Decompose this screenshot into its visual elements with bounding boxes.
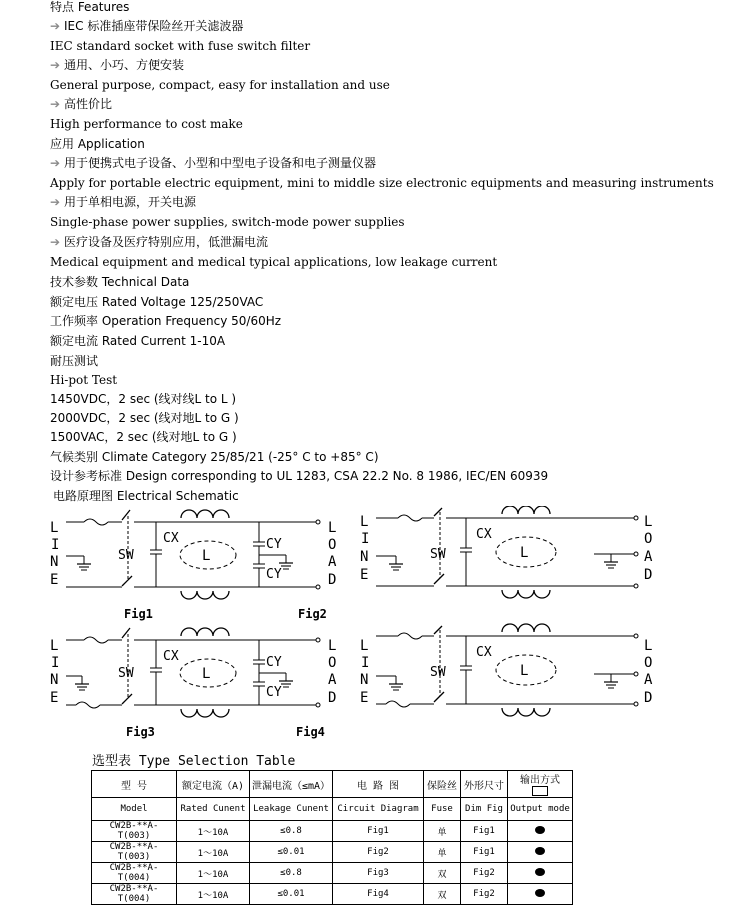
arrow-icon: ➔ xyxy=(50,235,61,249)
table-row xyxy=(92,863,573,884)
line-letter: E xyxy=(50,690,59,706)
table-cell: Fig2 xyxy=(461,863,508,884)
table-cell: ≤0.01 xyxy=(250,842,333,863)
sw-label: SW xyxy=(118,666,134,681)
arrow-icon: ➔ xyxy=(50,195,61,209)
cx-label: CX xyxy=(163,649,179,664)
fig2-schematic xyxy=(360,506,653,598)
table-cell: 单 xyxy=(424,842,461,863)
load-letter: L xyxy=(644,514,653,530)
line-letter: L xyxy=(50,638,59,654)
load-letter: D xyxy=(644,690,653,706)
sw-label: SW xyxy=(430,547,446,562)
header-cell: Rated Cunent xyxy=(177,798,250,821)
sw-label: SW xyxy=(118,548,134,563)
table-cell xyxy=(508,863,573,884)
application-heading: 应用 Application xyxy=(50,137,145,151)
inductor-label: L xyxy=(520,663,529,679)
application-1-cn xyxy=(50,156,376,171)
table-cell: Fig3 xyxy=(333,863,424,884)
table-cell: Fig4 xyxy=(333,884,424,905)
load-letter: L xyxy=(644,638,653,654)
table-cell: Fig2 xyxy=(333,842,424,863)
line-letter: E xyxy=(50,572,59,588)
sw-label: SW xyxy=(430,665,446,680)
inductor-label: L xyxy=(202,666,211,682)
table-cell: Fig1 xyxy=(461,821,508,842)
cy-label: CY xyxy=(266,567,282,582)
line-letter: I xyxy=(361,531,370,547)
load-letter: O xyxy=(328,655,337,671)
load-letter: O xyxy=(328,537,337,553)
load-letter: A xyxy=(644,672,653,688)
inductor-label: L xyxy=(520,545,529,561)
cx-label: CX xyxy=(163,531,179,546)
feature-3-en: High performance to cost make xyxy=(50,117,243,131)
cx-label: CX xyxy=(476,527,492,542)
line-letter: N xyxy=(50,554,59,570)
feature-1-cn xyxy=(50,19,243,34)
load-letter: O xyxy=(644,655,653,671)
table-cell xyxy=(508,821,573,842)
hipot-3: 1500VAC，2 sec (线对地L to G ) xyxy=(50,430,237,444)
table-cell: Fig2 xyxy=(461,884,508,905)
cx-label: CX xyxy=(476,645,492,660)
load-letter: O xyxy=(644,531,653,547)
table-cell: 双 xyxy=(424,863,461,884)
table-cell: 1～10A xyxy=(177,821,250,842)
schematic-heading: 电路原理图 Electrical Schematic xyxy=(53,489,239,503)
line-letter: L xyxy=(360,514,369,530)
table-cell: 双 xyxy=(424,884,461,905)
table-cell: 1～10A xyxy=(177,863,250,884)
header-cell: Model xyxy=(92,798,177,821)
load-letter: D xyxy=(644,567,653,583)
application-3-cn-text: 医疗设备及医疗特别应用，低泄漏电流 xyxy=(64,235,269,249)
table-title: 选型表 Type Selection Table xyxy=(92,754,296,769)
table-row xyxy=(92,884,573,905)
feature-3-cn xyxy=(50,97,112,112)
feature-2-cn xyxy=(50,58,184,73)
table-cell: CW2B-**A-T(003) xyxy=(92,821,177,842)
application-3-cn xyxy=(50,235,268,250)
arrow-icon: ➔ xyxy=(50,19,61,33)
line-letter: I xyxy=(51,537,60,553)
table-cell: 1～10A xyxy=(177,884,250,905)
table-cell xyxy=(508,842,573,863)
table-cell: CW2B-**A-T(003) xyxy=(92,842,177,863)
arrow-icon: ➔ xyxy=(50,97,61,111)
application-1-cn-text: 用于便携式电子设备、小型和中型电子设备和电子测量仪器 xyxy=(64,156,377,170)
line-letter: I xyxy=(51,655,60,671)
feature-1-cn-text: IEC 标准插座带保险丝开关滤波器 xyxy=(64,19,244,33)
hipot-1: 1450VDC，2 sec (线对线L to L ) xyxy=(50,392,237,406)
header-cell xyxy=(508,771,573,798)
table-cell: Fig1 xyxy=(461,842,508,863)
header-cell: 外形尺寸 xyxy=(461,771,508,798)
header-cell: Fuse xyxy=(424,798,461,821)
fig3-schematic xyxy=(50,628,337,717)
line-letter: E xyxy=(360,567,369,583)
header-cell: Circuit Diagram xyxy=(333,798,424,821)
header-cell: Leakage Cunent xyxy=(250,798,333,821)
output-mode-dot-icon xyxy=(535,889,545,897)
climate-category: 气候类别 Climate Category 25/85/21 (-25° C to +85° C) xyxy=(50,450,379,464)
output-mode-dot-icon xyxy=(535,868,545,876)
header-cell: 电 路 图 xyxy=(333,771,424,798)
electrical-schematic xyxy=(46,506,666,746)
header-cell: Output mode xyxy=(508,798,573,821)
feature-2-cn-text: 通用、小巧、方便安装 xyxy=(64,58,185,72)
inductor-label: L xyxy=(202,548,211,564)
header-cell: 泄漏电流（≤mA） xyxy=(250,771,333,798)
fig4-label: Fig4 xyxy=(296,725,325,739)
load-letter: D xyxy=(328,572,337,588)
header-cell: 额定电流（A) xyxy=(177,771,250,798)
cy-label: CY xyxy=(266,685,282,700)
header-cell: 型 号 xyxy=(92,771,177,798)
table-cell: CW2B-**A-T(004) xyxy=(92,884,177,905)
rated-voltage: 额定电压 Rated Voltage 125/250VAC xyxy=(50,295,264,309)
line-letter: I xyxy=(361,655,370,671)
table-cell: CW2B-**A-T(004) xyxy=(92,863,177,884)
feature-2-en: General purpose, compact, easy for installation and use xyxy=(50,78,390,92)
table-row xyxy=(92,842,573,863)
technical-data-heading: 技术参数 Technical Data xyxy=(50,275,190,289)
load-letter: D xyxy=(328,690,337,706)
table-cell: ≤0.8 xyxy=(250,863,333,884)
header-label: 输出方式 xyxy=(520,775,560,786)
type-selection-table xyxy=(91,770,573,905)
rated-current: 额定电流 Rated Current 1-10A xyxy=(50,334,226,348)
load-letter: L xyxy=(328,638,337,654)
fig3-label: Fig3 xyxy=(126,725,155,739)
line-letter: N xyxy=(360,672,369,688)
cy-label: CY xyxy=(266,655,282,670)
feature-1-en: IEC standard socket with fuse switch filter xyxy=(50,39,311,53)
load-letter: A xyxy=(328,554,337,570)
fig2-label: Fig2 xyxy=(298,607,327,621)
application-1-en: Apply for portable electric equipment, mini to middle size electronic equipments and measuring instruments xyxy=(50,176,714,190)
table-cell: ≤0.01 xyxy=(250,884,333,905)
hipot-heading-cn: 耐压测试 xyxy=(50,354,99,368)
application-2-en: Single-phase power supplies, switch-mode power supplies xyxy=(50,215,405,229)
fig1-label: Fig1 xyxy=(124,607,153,621)
cy-label: CY xyxy=(266,537,282,552)
arrow-icon: ➔ xyxy=(50,58,61,72)
output-mode-dot-icon xyxy=(535,847,545,855)
load-letter: A xyxy=(328,672,337,688)
table-cell xyxy=(508,884,573,905)
line-letter: L xyxy=(50,520,59,536)
load-letter: A xyxy=(644,549,653,565)
operation-frequency: 工作频率 Operation Frequency 50/60Hz xyxy=(50,314,282,328)
design-standard: 设计参考标准 Design corresponding to UL 1283, CSA 22.2 No. 8 1986, IEC/EN 60939 xyxy=(50,469,549,483)
header-cell: Dim Fig xyxy=(461,798,508,821)
load-letter: L xyxy=(328,520,337,536)
hipot-2: 2000VDC，2 sec (线对地L to G ) xyxy=(50,411,239,425)
table-header-en xyxy=(92,798,573,821)
arrow-icon: ➔ xyxy=(50,156,61,170)
table-cell: 单 xyxy=(424,821,461,842)
feature-3-cn-text: 高性价比 xyxy=(64,97,113,111)
line-letter: N xyxy=(50,672,59,688)
application-2-cn xyxy=(50,195,196,210)
line-letter: L xyxy=(360,638,369,654)
features-heading: 特点 Features xyxy=(50,0,130,14)
fig1-schematic xyxy=(50,510,337,599)
application-3-en: Medical equipment and medical typical applications, low leakage current xyxy=(50,255,498,269)
table-cell: 1～10A xyxy=(177,842,250,863)
application-2-cn-text: 用于单相电源，开关电源 xyxy=(64,195,197,209)
output-connector-icon xyxy=(532,786,548,796)
table-cell: Fig1 xyxy=(333,821,424,842)
header-cell: 保险丝 xyxy=(424,771,461,798)
line-letter: N xyxy=(360,549,369,565)
fig4-schematic xyxy=(360,624,653,716)
hipot-heading-en: Hi-pot Test xyxy=(50,373,118,387)
table-cell: ≤0.8 xyxy=(250,821,333,842)
line-letter: E xyxy=(360,690,369,706)
table-header-cn xyxy=(92,771,573,798)
output-mode-dot-icon xyxy=(535,826,545,834)
table-row xyxy=(92,821,573,842)
